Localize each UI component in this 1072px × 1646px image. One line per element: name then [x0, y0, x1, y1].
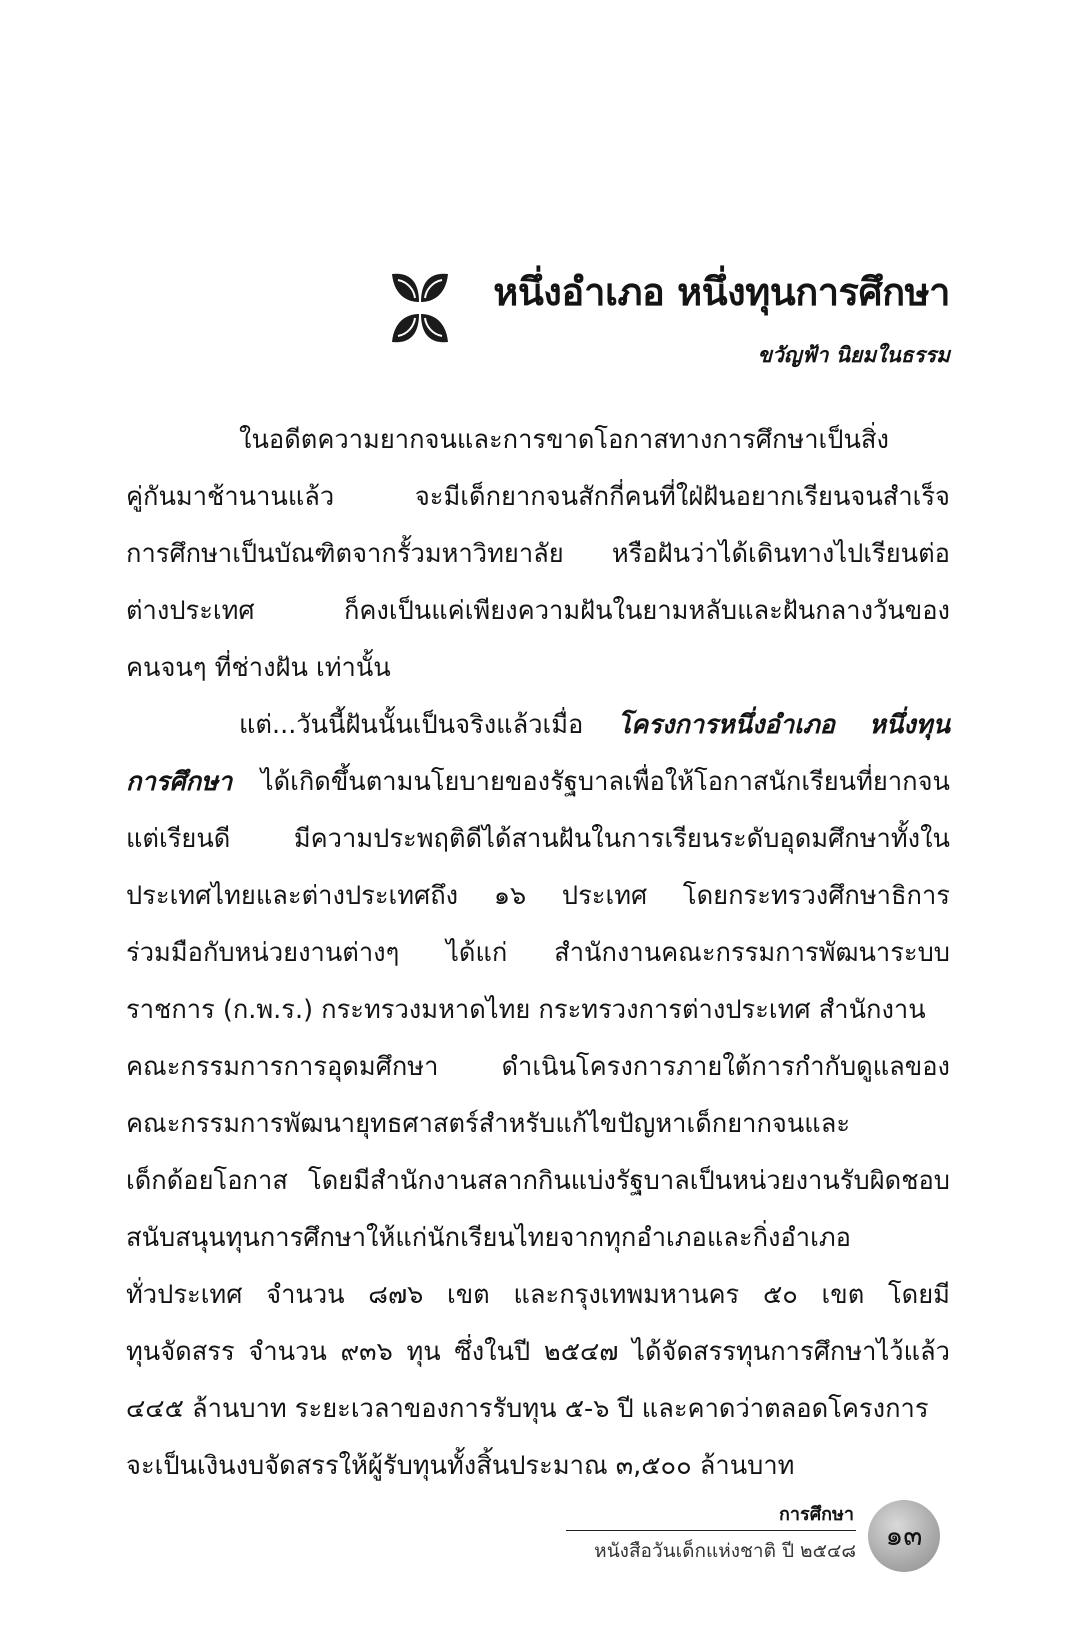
text-segment: โดยมีสำนักงานสลากกินแบ่งรัฐบาลเป็นหน่วยงานรับผิดชอบ — [308, 1166, 950, 1196]
paragraph-line — [126, 1210, 950, 1267]
project-name-emphasis: การศึกษา — [126, 767, 233, 797]
paragraph-line — [126, 1096, 950, 1153]
text-segment: คณะกรรมการพัฒนายุทธศาสตร์สำหรับแก้ไขปัญหาเด็กยากจนและ — [126, 1109, 851, 1139]
text-segment: โดยกระทรวงศึกษาธิการ — [682, 881, 950, 911]
four-leaf-ornament-icon — [388, 268, 452, 348]
text-segment: จำนวน — [266, 1280, 345, 1310]
text-segment: เขต — [821, 1280, 865, 1310]
footer-divider — [566, 1530, 856, 1531]
text-segment: ร่วมมือกับหน่วยงานต่างๆ — [126, 938, 400, 968]
text-segment: การศึกษาเป็นบัณฑิตจากรั้วมหาวิทยาลัย — [126, 539, 564, 569]
article-body — [126, 412, 950, 1495]
text-segment: ได้จัดสรรทุนการศึกษาไว้แล้ว — [632, 1337, 950, 1367]
text-segment: แต่เรียนดี — [126, 824, 231, 854]
page-number: ๑๓ — [885, 1519, 923, 1552]
paragraph-line — [126, 754, 950, 811]
text-segment: ๙๓๖ — [340, 1337, 393, 1367]
text-segment: ทั่วประเทศ — [126, 1280, 243, 1310]
text-segment: สำนักงานคณะกรรมการพัฒนาระบบ — [554, 938, 950, 968]
page-number-badge — [868, 1500, 940, 1572]
project-name-emphasis: โครงการหนึ่งอำเภอ — [617, 710, 835, 740]
text-segment: ๑๖ — [493, 881, 527, 911]
paragraph-line — [126, 868, 950, 925]
text-segment: โดยมี — [887, 1280, 950, 1310]
paragraph-line — [126, 640, 950, 697]
paragraph-line — [126, 1267, 950, 1324]
text-segment: คนจนๆ ที่ช่างฝัน เท่านั้น — [126, 653, 391, 683]
text-segment: ได้แก่ — [446, 938, 508, 968]
article-author: ขวัญฟ้า นิยมในธรรม — [757, 343, 950, 367]
text-segment: ๔๔๕ ล้านบาท ระยะเวลาของการรับทุน ๕-๖ ปี และคาดว่าตลอดโครงการ — [126, 1394, 929, 1424]
text-segment: จำนวน — [248, 1337, 327, 1367]
paragraph-line — [126, 469, 950, 526]
text-segment: ประเทศไทยและต่างประเทศถึง — [126, 881, 459, 911]
paragraph-line — [126, 982, 950, 1039]
text-segment: หรือฝันว่าได้เดินทางไปเรียนต่อ — [611, 539, 950, 569]
text-segment: ๘๗๖ — [368, 1280, 424, 1310]
paragraph-line — [126, 811, 950, 868]
text-segment: ๕๐ — [762, 1280, 798, 1310]
text-segment: จะมีเด็กยากจนสักกี่คนที่ใฝ่ฝันอยากเรียนจนสำเร็จ — [414, 482, 950, 512]
paragraph-line — [126, 697, 950, 754]
text-segment: ทุนจัดสรร — [126, 1337, 235, 1367]
paragraph-line — [126, 1039, 950, 1096]
paragraph-line — [126, 1153, 950, 1210]
text-segment: แต่...วันนี้ฝันนั้นเป็นจริงแล้วเมื่อ — [239, 710, 584, 740]
text-segment: มีความประพฤติดีได้สานฝันในการเรียนระดับอุดมศึกษาทั้งใน — [293, 824, 950, 854]
text-segment: ดำเนินโครงการภายใต้การกำกับดูแลของ — [501, 1052, 950, 1082]
text-segment: ๒๕๔๗ — [543, 1337, 619, 1367]
text-segment: เขต — [447, 1280, 490, 1310]
text-segment: ต่างประเทศ — [126, 596, 255, 626]
text-segment: สนับสนุนทุนการศึกษาให้แก่นักเรียนไทยจากทุกอำเภอและกิ่งอำเภอ — [126, 1223, 851, 1253]
text-segment: ทุน — [406, 1337, 441, 1367]
paragraph-line — [126, 1324, 950, 1381]
article-title: หนึ่งอำเภอ หนึ่งทุนการศึกษา — [493, 270, 950, 314]
text-segment: ในอดีตความยากจนและการขาดโอกาสทางการศึกษาเป็นสิ่ง — [239, 425, 889, 455]
text-segment: คณะกรรมการการอุดมศึกษา — [126, 1052, 439, 1082]
text-segment: คู่กันมาช้านานแล้ว — [126, 482, 335, 512]
footer-book-title: หนังสือวันเด็กแห่งชาติ ปี ๒๕๔๘ — [594, 1540, 856, 1562]
paragraph-line — [126, 1381, 950, 1438]
text-segment: ก็คงเป็นแค่เพียงความฝันในยามหลับและฝันกลางวันของ — [343, 596, 950, 626]
paragraph-line — [126, 1438, 950, 1495]
text-segment: ซึ่งในปี — [454, 1337, 531, 1367]
paragraph-line — [126, 925, 950, 982]
paragraph-line — [126, 583, 950, 640]
text-segment: ได้เกิดขึ้นตามนโยบายของรัฐบาลเพื่อให้โอกาสนักเรียนที่ยากจน — [260, 767, 950, 797]
text-segment: และกรุงเทพมหานคร — [513, 1280, 740, 1310]
text-segment: เด็กด้อยโอกาส — [126, 1166, 288, 1196]
paragraph-line — [126, 526, 950, 583]
footer-section-label: การศึกษา — [779, 1504, 854, 1525]
paragraph-line — [126, 412, 950, 469]
text-segment: ราชการ (ก.พ.ร.) กระทรวงมหาดไทย กระทรวงการต่างประเทศ สำนักงาน — [126, 995, 926, 1025]
text-segment: ประเทศ — [561, 881, 648, 911]
project-name-emphasis: หนึ่งทุน — [869, 710, 950, 740]
text-segment: จะเป็นเงินงบจัดสรรให้ผู้รับทุนทั้งสิ้นประมาณ ๓,๕๐๐ ล้านบาท — [126, 1451, 795, 1481]
